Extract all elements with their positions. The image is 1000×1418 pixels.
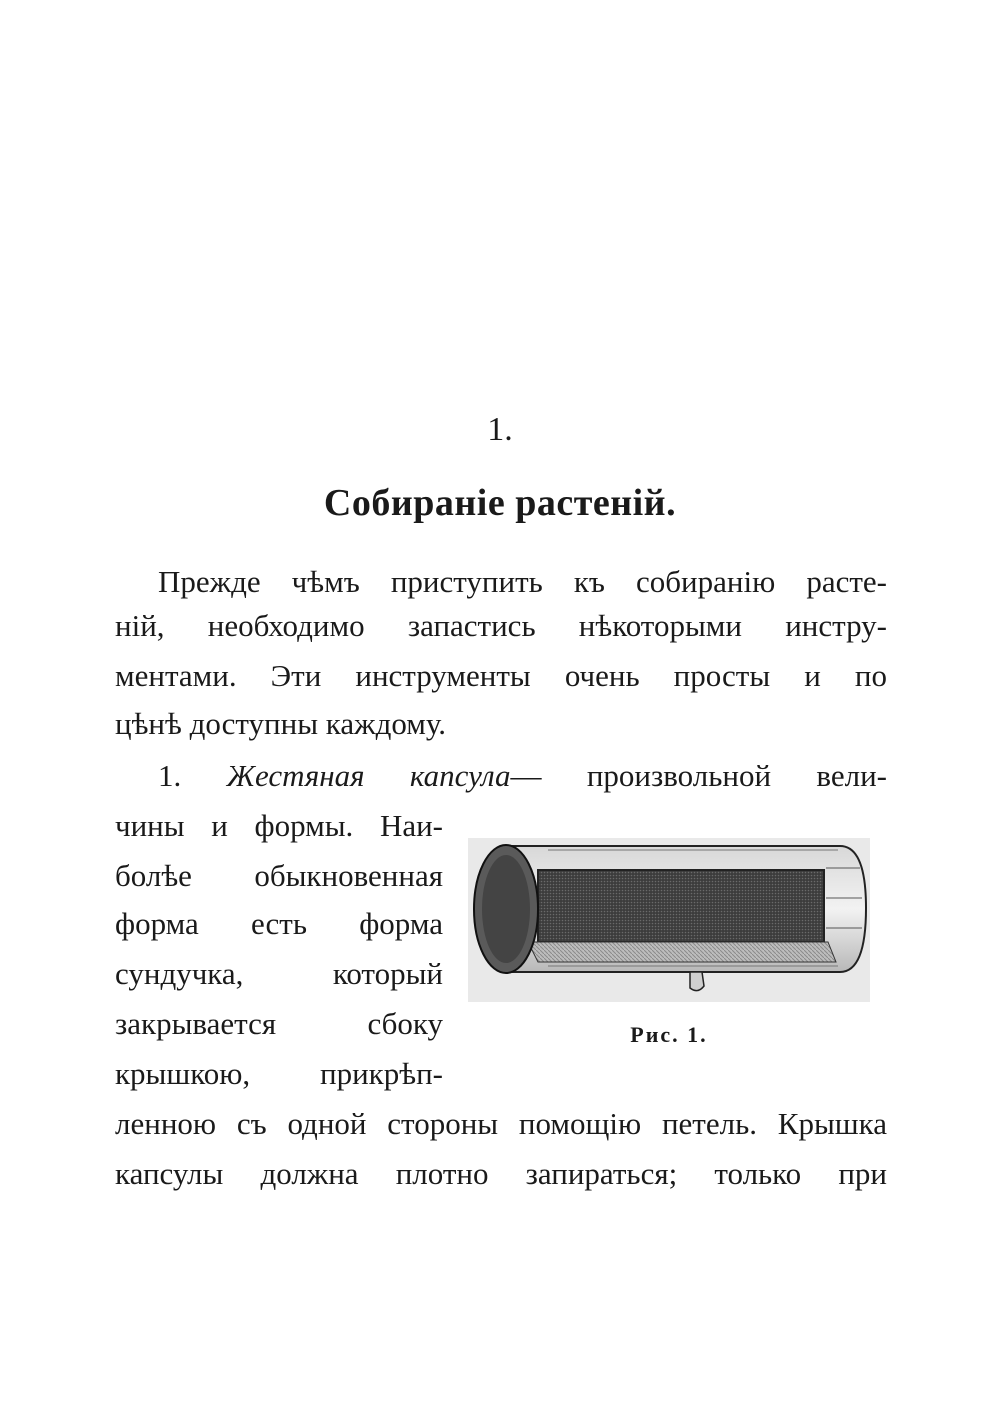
wrapped-line: крышкою, прикрѣп-	[115, 1056, 443, 1091]
paragraph-line: ленною съ одной стороны помощiю петель. Крышка	[115, 1106, 887, 1141]
wrapped-line: чины и формы. Наи-	[115, 808, 443, 843]
wrapped-line: форма есть форма	[115, 906, 443, 941]
paragraph-line: капсулы должна плотно запираться; только при	[115, 1156, 887, 1191]
paragraph-line: цѣнѣ доступны каждому.	[115, 706, 447, 741]
wrapped-line: закрывается сбоку	[115, 1006, 443, 1041]
figure-caption: Рис. 1.	[630, 1022, 708, 1047]
wrapped-line: сундучка, который	[115, 956, 443, 991]
tin-capsule-illustration	[468, 838, 870, 1002]
item-number: 1.	[158, 758, 182, 793]
section-title: Собиранiе растенiй.	[323, 482, 677, 524]
paragraph-line: Прежде чѣмъ приступить къ собиранiю расте-	[158, 564, 887, 599]
paragraph-line: нiй, необходимо запастись нѣкоторыми инстру-	[115, 608, 887, 643]
item-name: Жестяная капсула	[226, 758, 511, 793]
paragraph-line: ментами. Эти инструменты очень просты и по	[115, 658, 887, 693]
item-heading-line	[115, 754, 887, 798]
wrapped-line: болѣе обыкновенная	[115, 858, 443, 893]
section-number: 1.	[487, 411, 513, 448]
item-description: — произвольной вели-	[510, 758, 887, 793]
